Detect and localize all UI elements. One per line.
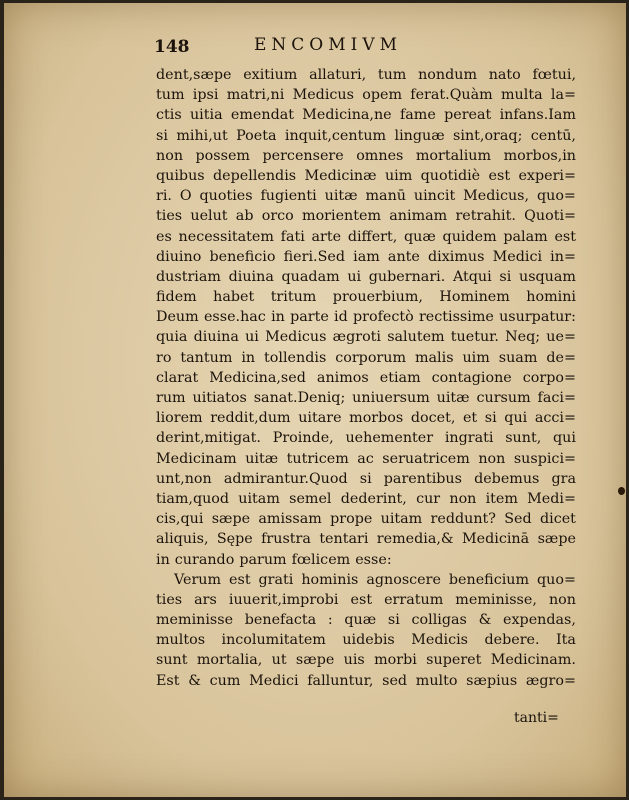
text-line: aliquis, Sępe frustra tentari remedia,& Medicinā sæpe (156, 531, 576, 548)
text-line: si mihi,ut Poeta inquit,centum linguæ sint,oraq; centū, (156, 127, 576, 144)
text-line: quibus depellendis Medicinæ uim quotidiè est experi= (156, 167, 576, 184)
text-line: ctis uitia emendat Medicina,ne fame pereat infans.Iam (156, 107, 576, 124)
book-page (4, 3, 626, 797)
text-line: diuino beneficio fieri.Sed iam ante diximus Medici in= (156, 248, 576, 265)
ink-spot (618, 487, 625, 495)
body-text (156, 65, 576, 691)
text-line: non possem percensere omnes mortalium morbos,in (156, 147, 576, 164)
paragraph-start-line: Verum est grati hominis agnoscere beneficium quo= (174, 571, 576, 588)
text-line: quia diuina ui Medicus ægroti salutem tuetur. Neq; ue= (156, 329, 576, 346)
text-line: in curando parum fœlicem esse: (156, 551, 392, 568)
text-line: tum ipsi matri,ni Medicus opem ferat.Quàm multa la= (156, 87, 576, 104)
text-line: derint,mitigat. Proinde, uehementer ingrati sunt, qui (156, 430, 576, 447)
text-line: cis,qui sæpe amissam prope uitam reddunt? Sed dicet (156, 511, 576, 528)
text-line: tiam,quod uitam semel dederint, cur non item Medi= (156, 490, 576, 507)
running-title: ENCOMIVM (254, 35, 403, 55)
text-line: ro tantum in tollendis corporum malis uim suam de= (156, 349, 576, 366)
text-line: dent,sæpe exitium allaturi, tum nondum nato fœtui, (156, 67, 576, 83)
text-line: rum uitiatos sanat.Deniq; uniuersum uitæ cursum faci= (156, 390, 576, 406)
page-number: 148 (154, 37, 190, 57)
text-line: ri. O quoties fugienti uitæ manū uincit Medicus, quo= (156, 188, 576, 205)
text-line: sunt mortalia, ut sæpe uis morbi superet Medicinam. (156, 652, 576, 669)
text-line: es necessitatem fati arte differt, quæ quidem palam est (156, 228, 576, 245)
text-line: fidem habet tritum prouerbium, Hominem homini (156, 289, 576, 306)
text-line: liorem reddit,dum uitare morbos docet, et si qui acci= (156, 410, 576, 427)
text-line: multos incolumitatem uidebis Medicis debere. Ita (156, 632, 576, 649)
text-line: Est & cum Medici falluntur, sed multo sæpius ægro= (156, 672, 576, 689)
text-line: ties uelut ab orco morientem animam retrahit. Quoti= (156, 208, 576, 225)
text-line: Deum esse.hac in parte id profectò rectissime usurpatur: (156, 309, 576, 326)
text-line: ties ars iuuerit,improbi est erratum meminisse, non (156, 591, 576, 608)
text-line: dustriam diuina quadam ui gubernari. Atqui si usquam (156, 268, 576, 285)
text-line: unt,non admirantur.Quod si parentibus debemus gra (156, 470, 576, 487)
text-line: meminisse benefacta : quæ si colligas & expendas, (156, 612, 576, 629)
catchword: tanti= (514, 710, 559, 726)
text-line: Medicinam uitæ tutricem ac seruatricem non suspici= (156, 450, 576, 467)
text-line: clarat Medicina,sed animos etiam contagione corpo= (156, 369, 576, 386)
